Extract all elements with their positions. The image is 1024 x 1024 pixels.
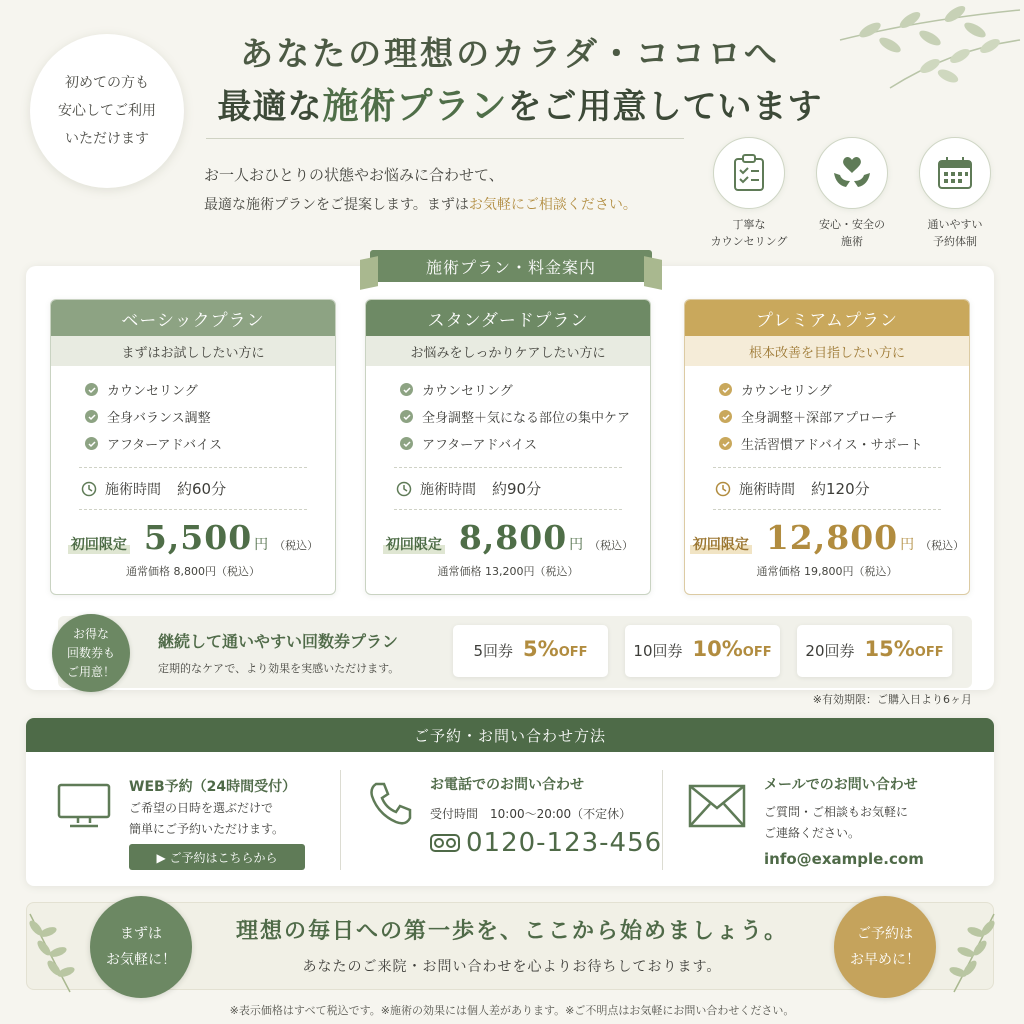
ticket-subtitle: 定期的なケアで、より効果を実感いただけます。 — [158, 662, 400, 675]
ticket-discount: 10% — [692, 637, 743, 661]
regular-price: 通常価格 8,800円（税込） — [126, 565, 260, 578]
mail-icon — [688, 784, 746, 828]
ticket-off: OFF — [742, 645, 772, 660]
plan-name: スタンダードプラン — [366, 300, 650, 336]
section-ribbon: 施術プラン・料金案内 — [370, 250, 652, 282]
mail-text-line: ご質問・ご相談もお気軽に — [764, 805, 909, 819]
plan-feature-item — [719, 403, 969, 430]
phone-icon — [366, 780, 414, 828]
ticket-off: OFF — [558, 645, 588, 660]
duration-value: 約90分 — [492, 480, 542, 498]
plan-card[interactable] — [365, 299, 651, 595]
feature-label-line: 施術 — [841, 235, 863, 248]
check-icon — [400, 410, 413, 423]
plan-feature-item — [719, 376, 969, 403]
check-icon — [85, 383, 98, 396]
clock-icon — [715, 481, 731, 497]
plan-price — [685, 518, 969, 557]
plan-feature-item — [85, 430, 335, 457]
calendar-icon — [919, 137, 991, 209]
check-icon — [719, 383, 732, 396]
plan-feature-text: アフターアドバイス — [107, 438, 223, 453]
clock-icon — [81, 481, 97, 497]
leaf-decoration-top-right — [830, 0, 1024, 90]
ticket-option-20[interactable] — [797, 625, 952, 677]
ticket-validity-note: ※有効期限：ご購入日より6ヶ月 — [812, 693, 972, 706]
banner-badge-line: お早めに！ — [850, 952, 920, 968]
feature-label — [809, 216, 895, 250]
duration-value: 約120分 — [811, 480, 870, 498]
web-booking-title: WEB予約（24時間受付） — [129, 779, 297, 795]
phone-title: お電話でのお問い合わせ — [430, 777, 584, 793]
mail-title: メールでのお問い合わせ — [764, 777, 918, 793]
price-tax: （税込） — [274, 539, 319, 552]
price-currency: 円 — [900, 537, 915, 553]
banner-subtext: あなたのご来院・お問い合わせを心よりお待ちしております。 — [302, 959, 722, 975]
clock-icon — [396, 481, 412, 497]
ticket-count: 20回券 — [805, 642, 855, 660]
banner-badge-line: まずは — [120, 926, 162, 942]
ticket-badge-line: 回数券も — [66, 645, 115, 660]
plan-price — [51, 518, 335, 557]
ticket-count: 5回券 — [473, 642, 514, 660]
plan-feature-item — [400, 376, 650, 403]
ticket-badge-line: お得な — [72, 626, 109, 641]
plan-subtitle: お悩みをしっかりケアしたい方に — [366, 336, 650, 366]
contact-divider — [662, 770, 663, 870]
phone-number[interactable] — [430, 828, 662, 858]
plan-feature-item — [719, 430, 969, 457]
freedial-icon — [430, 834, 460, 852]
intro-badge-line: いただけます — [65, 131, 149, 147]
feature-label-line: 予約体制 — [933, 235, 977, 248]
ticket-option-10[interactable] — [625, 625, 780, 677]
regular-price: 通常価格 13,200円（税込） — [437, 565, 579, 578]
intro-text-highlight: お気軽にご相談ください。 — [468, 197, 637, 213]
feature-label — [912, 216, 998, 250]
duration-value: 約60分 — [177, 480, 227, 498]
intro-text-line1: お一人おひとりの状態やお悩みに合わせて、 — [204, 166, 504, 184]
plan-feature-text: カウンセリング — [422, 384, 513, 399]
ticket-badge — [52, 614, 130, 692]
feature-safety — [809, 137, 895, 250]
feature-label — [706, 216, 792, 250]
check-icon — [85, 410, 98, 423]
banner-badge-line: ご予約は — [857, 926, 913, 942]
feature-label-line: 丁寧な — [732, 218, 766, 231]
plan-feature-list — [400, 376, 650, 457]
ticket-discount: 5% — [523, 637, 559, 661]
plan-subtitle: 根本改善を目指したい方に — [685, 336, 969, 366]
title-emphasis: 施術プラン — [322, 85, 508, 127]
plan-feature-text: カウンセリング — [741, 384, 832, 399]
plan-duration — [715, 478, 969, 499]
regular-price: 通常価格 19,800円（税込） — [756, 565, 898, 578]
web-booking-text-line: 簡単にご予約いただけます。 — [129, 822, 285, 836]
ticket-discount: 15% — [864, 637, 915, 661]
mail-text — [764, 802, 908, 844]
divider — [394, 509, 622, 510]
plan-price — [366, 518, 650, 557]
web-booking-button[interactable]: ▶ ご予約はこちらから — [129, 844, 305, 870]
plan-feature-list — [719, 376, 969, 457]
first-time-label: 初回限定 — [690, 534, 752, 554]
phone-hours: 受付時間 10:00〜20:00（不定休） — [430, 807, 632, 821]
plan-feature-text: カウンセリング — [107, 384, 198, 399]
intro-text-part: 最適な施術プランをご提案します。まずは — [204, 197, 469, 213]
plan-feature-text: アフターアドバイス — [422, 438, 538, 453]
plan-feature-item — [400, 403, 650, 430]
leaf-decoration-bottom-left — [22, 908, 80, 994]
banner-badge-left — [90, 896, 192, 998]
computer-icon — [56, 782, 112, 830]
ticket-count: 10回券 — [633, 642, 683, 660]
plan-feature-item — [85, 376, 335, 403]
check-icon — [400, 383, 413, 396]
divider — [79, 467, 307, 468]
plan-feature-text: 全身調整＋深部アプローチ — [741, 411, 898, 426]
price-currency: 円 — [569, 537, 584, 553]
ticket-badge-line: ご用意！ — [66, 664, 115, 679]
feature-counseling — [706, 137, 792, 250]
title-part: 最適な — [217, 87, 323, 127]
ticket-option-5[interactable] — [453, 625, 608, 677]
duration-label: 施術時間 — [105, 481, 161, 498]
intro-badge — [30, 34, 184, 188]
price-value: 8,800 — [458, 518, 568, 557]
feature-label-line: 通いやすい — [927, 218, 983, 231]
banner-badge-line: お気軽に！ — [106, 952, 176, 968]
plan-card[interactable] — [684, 299, 970, 595]
leaf-decoration-bottom-right — [944, 908, 1002, 994]
duration-label: 施術時間 — [420, 481, 476, 498]
first-time-label: 初回限定 — [68, 534, 130, 554]
plan-feature-item — [400, 430, 650, 457]
divider — [79, 509, 307, 510]
plan-duration — [396, 478, 650, 499]
email-link[interactable]: info@example.com — [764, 850, 924, 868]
page-title-line1: あなたの理想のカラダ・ココロへ — [240, 34, 780, 73]
intro-badge-line: 初めての方も — [65, 75, 149, 91]
divider — [713, 509, 941, 510]
footnote: ※表示価格はすべて税込です。※施術の効果には個人差があります。※ご不明点はお気軽にお問い合わせください。 — [229, 1004, 795, 1017]
price-tax: （税込） — [920, 539, 965, 552]
plan-feature-text: 全身バランス調整 — [107, 411, 211, 426]
check-icon — [85, 437, 98, 450]
banner-badge-right — [834, 896, 936, 998]
web-booking-text — [129, 798, 284, 840]
plan-card[interactable] — [50, 299, 336, 595]
plan-name: プレミアムプラン — [685, 300, 969, 336]
intro-text-line2 — [204, 194, 637, 214]
price-currency: 円 — [254, 537, 269, 553]
plan-feature-item — [85, 403, 335, 430]
plan-subtitle: まずはお試ししたい方に — [51, 336, 335, 366]
contact-divider — [340, 770, 341, 870]
feature-label-line: 安心・安全の — [819, 218, 885, 231]
divider — [394, 467, 622, 468]
duration-label: 施術時間 — [739, 481, 795, 498]
web-booking-text-line: ご希望の日時を選ぶだけで — [129, 801, 274, 815]
feature-label-line: カウンセリング — [710, 235, 788, 248]
heart-hands-icon — [816, 137, 888, 209]
plan-feature-text: 全身調整＋気になる部位の集中ケア — [422, 411, 631, 426]
plan-duration — [81, 478, 335, 499]
banner-headline: 理想の毎日への第一歩を、ここから始めましょう。 — [235, 918, 788, 944]
price-value: 5,500 — [143, 518, 253, 557]
title-divider — [206, 138, 684, 139]
mail-text-line: ご連絡ください。 — [764, 826, 861, 840]
page-title-line2 — [200, 78, 840, 129]
title-part: をご用意しています — [507, 87, 823, 127]
check-icon — [400, 437, 413, 450]
first-time-label: 初回限定 — [383, 534, 445, 554]
plan-feature-list — [85, 376, 335, 457]
ticket-title: 継続して通いやすい回数券プラン — [158, 632, 399, 651]
price-tax: （税込） — [589, 539, 634, 552]
contact-heading: ご予約・お問い合わせ方法 — [26, 718, 994, 752]
feature-booking — [912, 137, 998, 250]
divider — [713, 467, 941, 468]
phone-number-text: 0120-123-456 — [466, 828, 663, 858]
clipboard-icon — [713, 137, 785, 209]
price-value: 12,800 — [765, 518, 899, 557]
plan-name: ベーシックプラン — [51, 300, 335, 336]
check-icon — [719, 410, 732, 423]
plan-feature-text: 生活習慣アドバイス・サポート — [741, 438, 923, 453]
intro-badge-line: 安心してご利用 — [58, 103, 156, 119]
check-icon — [719, 437, 732, 450]
ticket-off: OFF — [914, 645, 944, 660]
